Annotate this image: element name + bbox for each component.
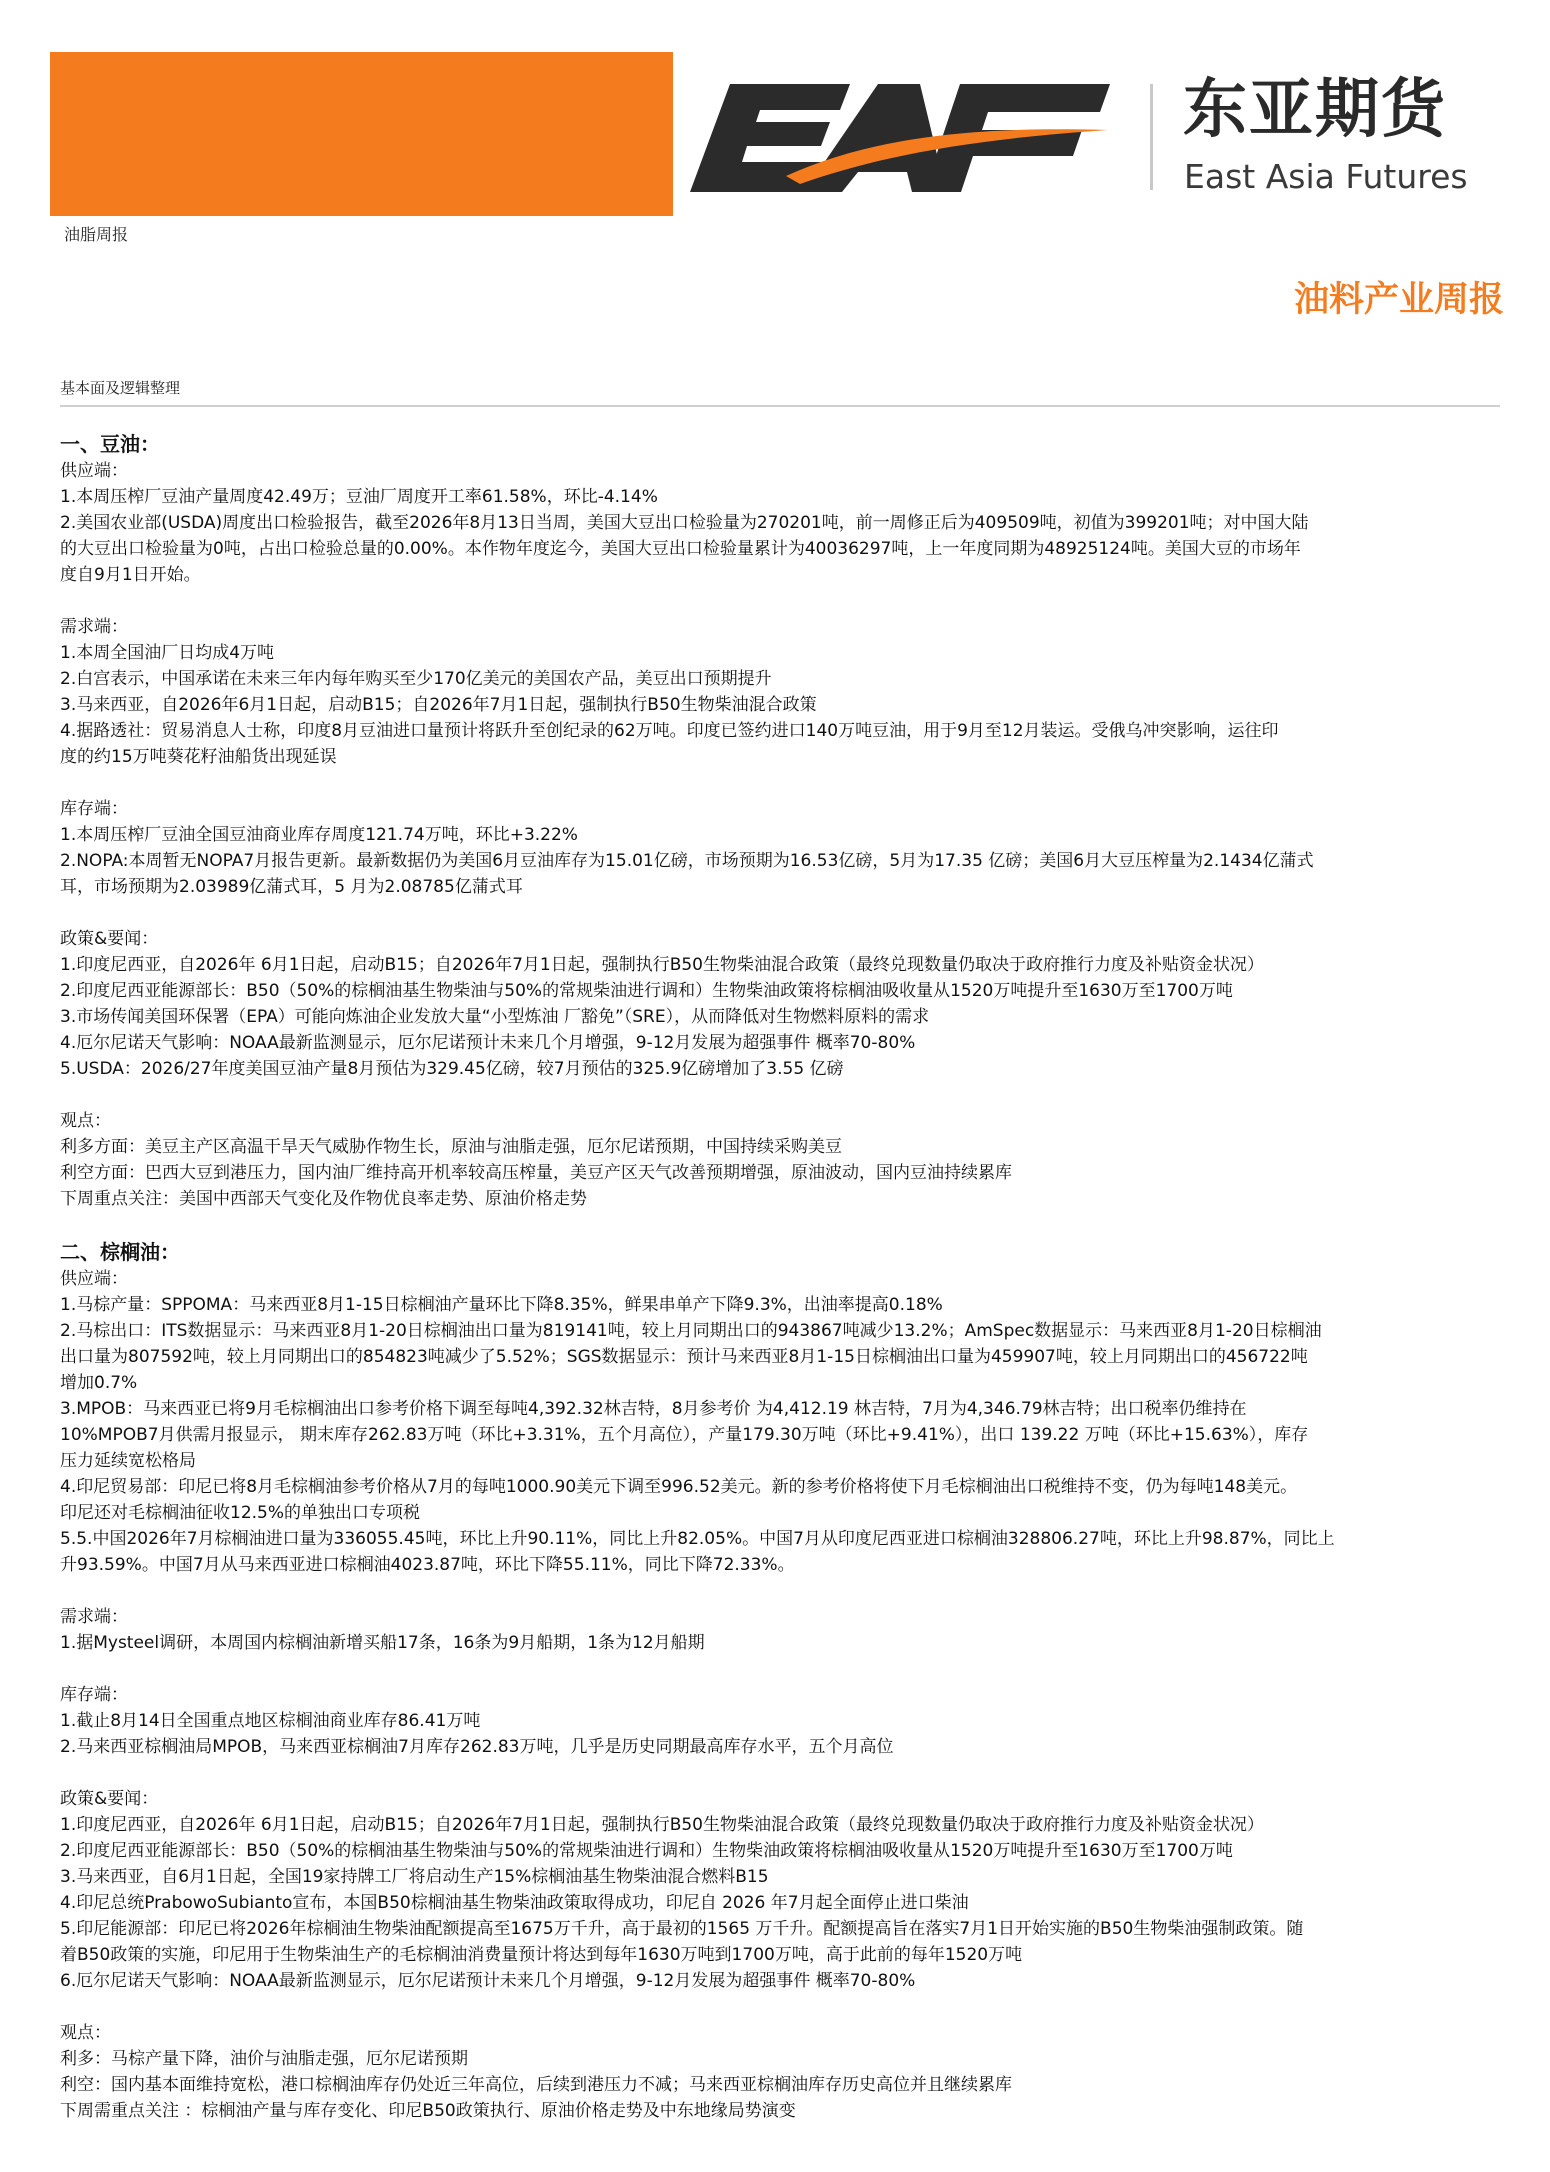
text-line: 1.据Mysteel调研，本周国内棕榈油新增买船17条，16条为9月船期，1条为12月船期 bbox=[60, 1633, 705, 1653]
text-line: 4.印尼贸易部：印尼已将8月毛棕榈油参考价格从7月的每吨1000.90美元下调至996.52美元。新的参考价格将使下月毛棕榈油出口税维持不变，仍为每吨148美元。 bbox=[60, 1477, 1298, 1497]
text-line: 2.马来西亚棕榈油局MPOB，马来西亚棕榈油7月库存262.83万吨，几乎是历史同期最高库存水平，五个月高位 bbox=[60, 1737, 894, 1757]
text-line: 10%MPOB7月供需月报显示， 期末库存262.83万吨（环比+3.31%，五个月高位），产量179.30万吨（环比+9.41%），出口 139.22 万吨（环比+15.63%），库存 bbox=[60, 1425, 1309, 1445]
group-label: 供应端： bbox=[60, 1269, 128, 1289]
text-line: 5.USDA：2026/27年度美国豆油产量8月预估为329.45亿磅，较7月预估的325.9亿磅增加了3.55 亿磅 bbox=[60, 1059, 844, 1079]
text-line: 下周需重点关注 ：棕榈油产量与库存变化、印尼B50政策执行、原油价格走势及中东地缘局势演变 bbox=[60, 2101, 796, 2121]
text-line: 4.厄尔尼诺天气影响：NOAA最新监测显示，厄尔尼诺预计未来几个月增强，9-12月发展为超强事件 概率70-80% bbox=[60, 1033, 916, 1053]
content-group bbox=[60, 1786, 1500, 1994]
text-line: 4.印尼总统PrabowoSubianto宣布，本国B50棕榈油基生物柴油政策取得成功，印尼自 2026 年7月起全面停止进口柴油 bbox=[60, 1893, 969, 1913]
text-line: 升93.59%。中国7月从马来西亚进口棕榈油4023.87吨，环比下降55.11%，同比下降72.33%。 bbox=[60, 1555, 795, 1575]
text-line: 2.美国农业部(USDA)周度出口检验报告，截至2026年8月13日当周，美国大豆出口检验量为270201吨，前一周修正后为409509吨，初值为399201吨；对中国大陆 bbox=[60, 513, 1309, 533]
section-title: 二、棕榈油： bbox=[60, 1240, 180, 1264]
text-line: 1.马棕产量：SPPOMA：马来西亚8月1-15日棕榈油产量环比下降8.35%，鲜果串单产下降9.3%，出油率提高0.18% bbox=[60, 1295, 943, 1315]
section-title: 一、豆油： bbox=[60, 432, 160, 456]
text-line: 利空方面：巴西大豆到港压力，国内油厂维持高开机率较高压榨量，美豆产区天气改善预期增强，原油波动，国内豆油持续累库 bbox=[60, 1163, 1012, 1183]
text-line: 3.市场传闻美国环保署（EPA）可能向炼油企业发放大量“小型炼油 厂豁免”（SRE），从而降低对生物燃料原料的需求 bbox=[60, 1007, 930, 1027]
group-label: 政策&要闻： bbox=[60, 1789, 159, 1809]
text-line: 利多：马棕产量下降，油价与油脂走强，厄尔尼诺预期 bbox=[60, 2049, 468, 2069]
content-group bbox=[60, 1266, 1500, 1578]
text-line: 耳，市场预期为2.03989亿蒲式耳，5 月为2.08785亿蒲式耳 bbox=[60, 877, 523, 897]
group-label: 政策&要闻： bbox=[60, 929, 159, 949]
text-line: 5.印尼能源部：印尼已将2026年棕榈油生物柴油配额提高至1675万千升，高于最初的1565 万千升。配额提高旨在落实7月1日开始实施的B50生物柴油强制政策。随 bbox=[60, 1919, 1304, 1939]
text-line: 1.本周全国油厂日均成4万吨 bbox=[60, 643, 275, 663]
text-line: 印尼还对毛棕榈油征收12.5%的单独出口专项税 bbox=[60, 1503, 421, 1523]
text-line: 的大豆出口检验量为0吨，占出口检验总量的0.00%。本作物年度迄今，美国大豆出口检验量累计为40036297吨，上一年度同期为48925124吨。美国大豆的市场年 bbox=[60, 539, 1301, 559]
header-orange-block bbox=[50, 52, 673, 216]
report-body bbox=[60, 430, 1500, 2150]
logo-divider bbox=[1150, 84, 1153, 190]
text-line: 利多方面：美豆主产区高温干旱天气威胁作物生长，原油与油脂走强，厄尔尼诺预期，中国持续采购美豆 bbox=[60, 1137, 842, 1157]
brand-name-en: East Asia Futures bbox=[1184, 157, 1468, 196]
text-line: 4.据路透社：贸易消息人士称，印度8月豆油进口量预计将跃升至创纪录的62万吨。印度已签约进口140万吨豆油，用于9月至12月装运。受俄乌冲突影响，运往印 bbox=[60, 721, 1279, 741]
group-label: 库存端： bbox=[60, 799, 128, 819]
text-line: 1.印度尼西亚，自2026年 6月1日起，启动B15；自2026年7月1日起，强制执行B50生物柴油混合政策（最终兑现数量仍取决于政府推行力度及补贴资金状况） bbox=[60, 955, 1265, 975]
content-group bbox=[60, 458, 1500, 588]
text-line: 1.本周压榨厂豆油产量周度42.49万；豆油厂周度开工率61.58%，环比-4.14% bbox=[60, 487, 658, 507]
content-group bbox=[60, 796, 1500, 900]
text-line: 3.马来西亚，自2026年6月1日起，启动B15；自2026年7月1日起，强制执行B50生物柴油混合政策 bbox=[60, 695, 817, 715]
text-line: 1.印度尼西亚，自2026年 6月1日起，启动B15；自2026年7月1日起，强制执行B50生物柴油混合政策（最终兑现数量仍取决于政府推行力度及补贴资金状况） bbox=[60, 1815, 1265, 1835]
content-group bbox=[60, 614, 1500, 770]
text-line: 2.马棕出口：ITS数据显示：马来西亚8月1-20日棕榈油出口量为819141吨，较上月同期出口的943867吨减少13.2%；AmSpec数据显示：马来西亚8月1-20日棕榈油 bbox=[60, 1321, 1322, 1341]
text-line: 度自9月1日开始。 bbox=[60, 565, 201, 585]
text-line: 压力延续宽松格局 bbox=[60, 1451, 196, 1471]
text-line: 下周重点关注：美国中西部天气变化及作物优良率走势、原油价格走势 bbox=[60, 1189, 587, 1209]
brand-name-cn: 东亚期货 bbox=[1183, 73, 1447, 147]
content-group bbox=[60, 926, 1500, 1082]
text-line: 出口量为807592吨，较上月同期出口的854823吨减少了5.52%；SGS数据显示：预计马来西亚8月1-15日棕榈油出口量为459907吨，较上月同期出口的456722吨 bbox=[60, 1347, 1308, 1367]
content-group bbox=[60, 1108, 1500, 1212]
doc-type-label: 油脂周报 bbox=[64, 225, 129, 244]
report-title: 油料产业周报 bbox=[1293, 280, 1504, 320]
header-divider bbox=[60, 405, 1500, 407]
group-label: 观点： bbox=[60, 2023, 111, 2043]
eaf-logo-icon bbox=[690, 80, 1110, 200]
content-group bbox=[60, 1604, 1500, 1656]
text-line: 1.本周压榨厂豆油全国豆油商业库存周度121.74万吨，环比+3.22% bbox=[60, 825, 578, 845]
text-line: 利空：国内基本面维持宽松，港口棕榈油库存仍处近三年高位，后续到港压力不减；马来西亚棕榈油库存历史高位并且继续累库 bbox=[60, 2075, 1012, 2095]
text-line: 度的约15万吨葵花籽油船货出现延误 bbox=[60, 747, 337, 767]
group-label: 需求端： bbox=[60, 1607, 128, 1627]
text-line: 3.MPOB：马来西亚已将9月毛棕榈油出口参考价格下调至每吨4,392.32林吉特，8月参考价 为4,412.19 林吉特，7月为4,346.79林吉特；出口税率仍维持在 bbox=[60, 1399, 1247, 1419]
content-group bbox=[60, 1682, 1500, 1760]
group-label: 供应端： bbox=[60, 461, 128, 481]
content-group bbox=[60, 2020, 1500, 2124]
section-subheading: 基本面及逻辑整理 bbox=[60, 379, 181, 397]
text-line: 2.白宫表示，中国承诺在未来三年内每年购买至少170亿美元的美国农产品，美豆出口预期提升 bbox=[60, 669, 772, 689]
group-label: 观点： bbox=[60, 1111, 111, 1131]
text-line: 着B50政策的实施，印尼用于生物柴油生产的毛棕榈油消费量预计将达到每年1630万吨到1700万吨，高于此前的每年1520万吨 bbox=[60, 1945, 1023, 1965]
text-line: 3.马来西亚，自6月1日起，全国19家持牌工厂将启动生产15%棕榈油基生物柴油混合燃料B15 bbox=[60, 1867, 769, 1887]
group-label: 库存端： bbox=[60, 1685, 128, 1705]
text-line: 6.厄尔尼诺天气影响：NOAA最新监测显示，厄尔尼诺预计未来几个月增强，9-12月发展为超强事件 概率70-80% bbox=[60, 1971, 916, 1991]
text-line: 2.印度尼西亚能源部长：B50（50%的棕榈油基生物柴油与50%的常规柴油进行调和）生物柴油政策将棕榈油吸收量从1520万吨提升至1630万至1700万吨 bbox=[60, 1841, 1233, 1861]
text-line: 1.截止8月14日全国重点地区棕榈油商业库存86.41万吨 bbox=[60, 1711, 481, 1731]
group-label: 需求端： bbox=[60, 617, 128, 637]
text-line: 增加0.7% bbox=[60, 1373, 138, 1393]
text-line: 2.NOPA:本周暂无NOPA7月报告更新。最新数据仍为美国6月豆油库存为15.01亿磅，市场预期为16.53亿磅，5月为17.35 亿磅；美国6月大豆压榨量为2.1434亿蒲式 bbox=[60, 851, 1314, 871]
text-line: 2.印度尼西亚能源部长：B50（50%的棕榈油基生物柴油与50%的常规柴油进行调和）生物柴油政策将棕榈油吸收量从1520万吨提升至1630万至1700万吨 bbox=[60, 981, 1233, 1001]
text-line: 5.5.中国2026年7月棕榈油进口量为336055.45吨，环比上升90.11%，同比上升82.05%。中国7月从印度尼西亚进口棕榈油328806.27吨，环比上升98.87%，同比上 bbox=[60, 1529, 1335, 1549]
